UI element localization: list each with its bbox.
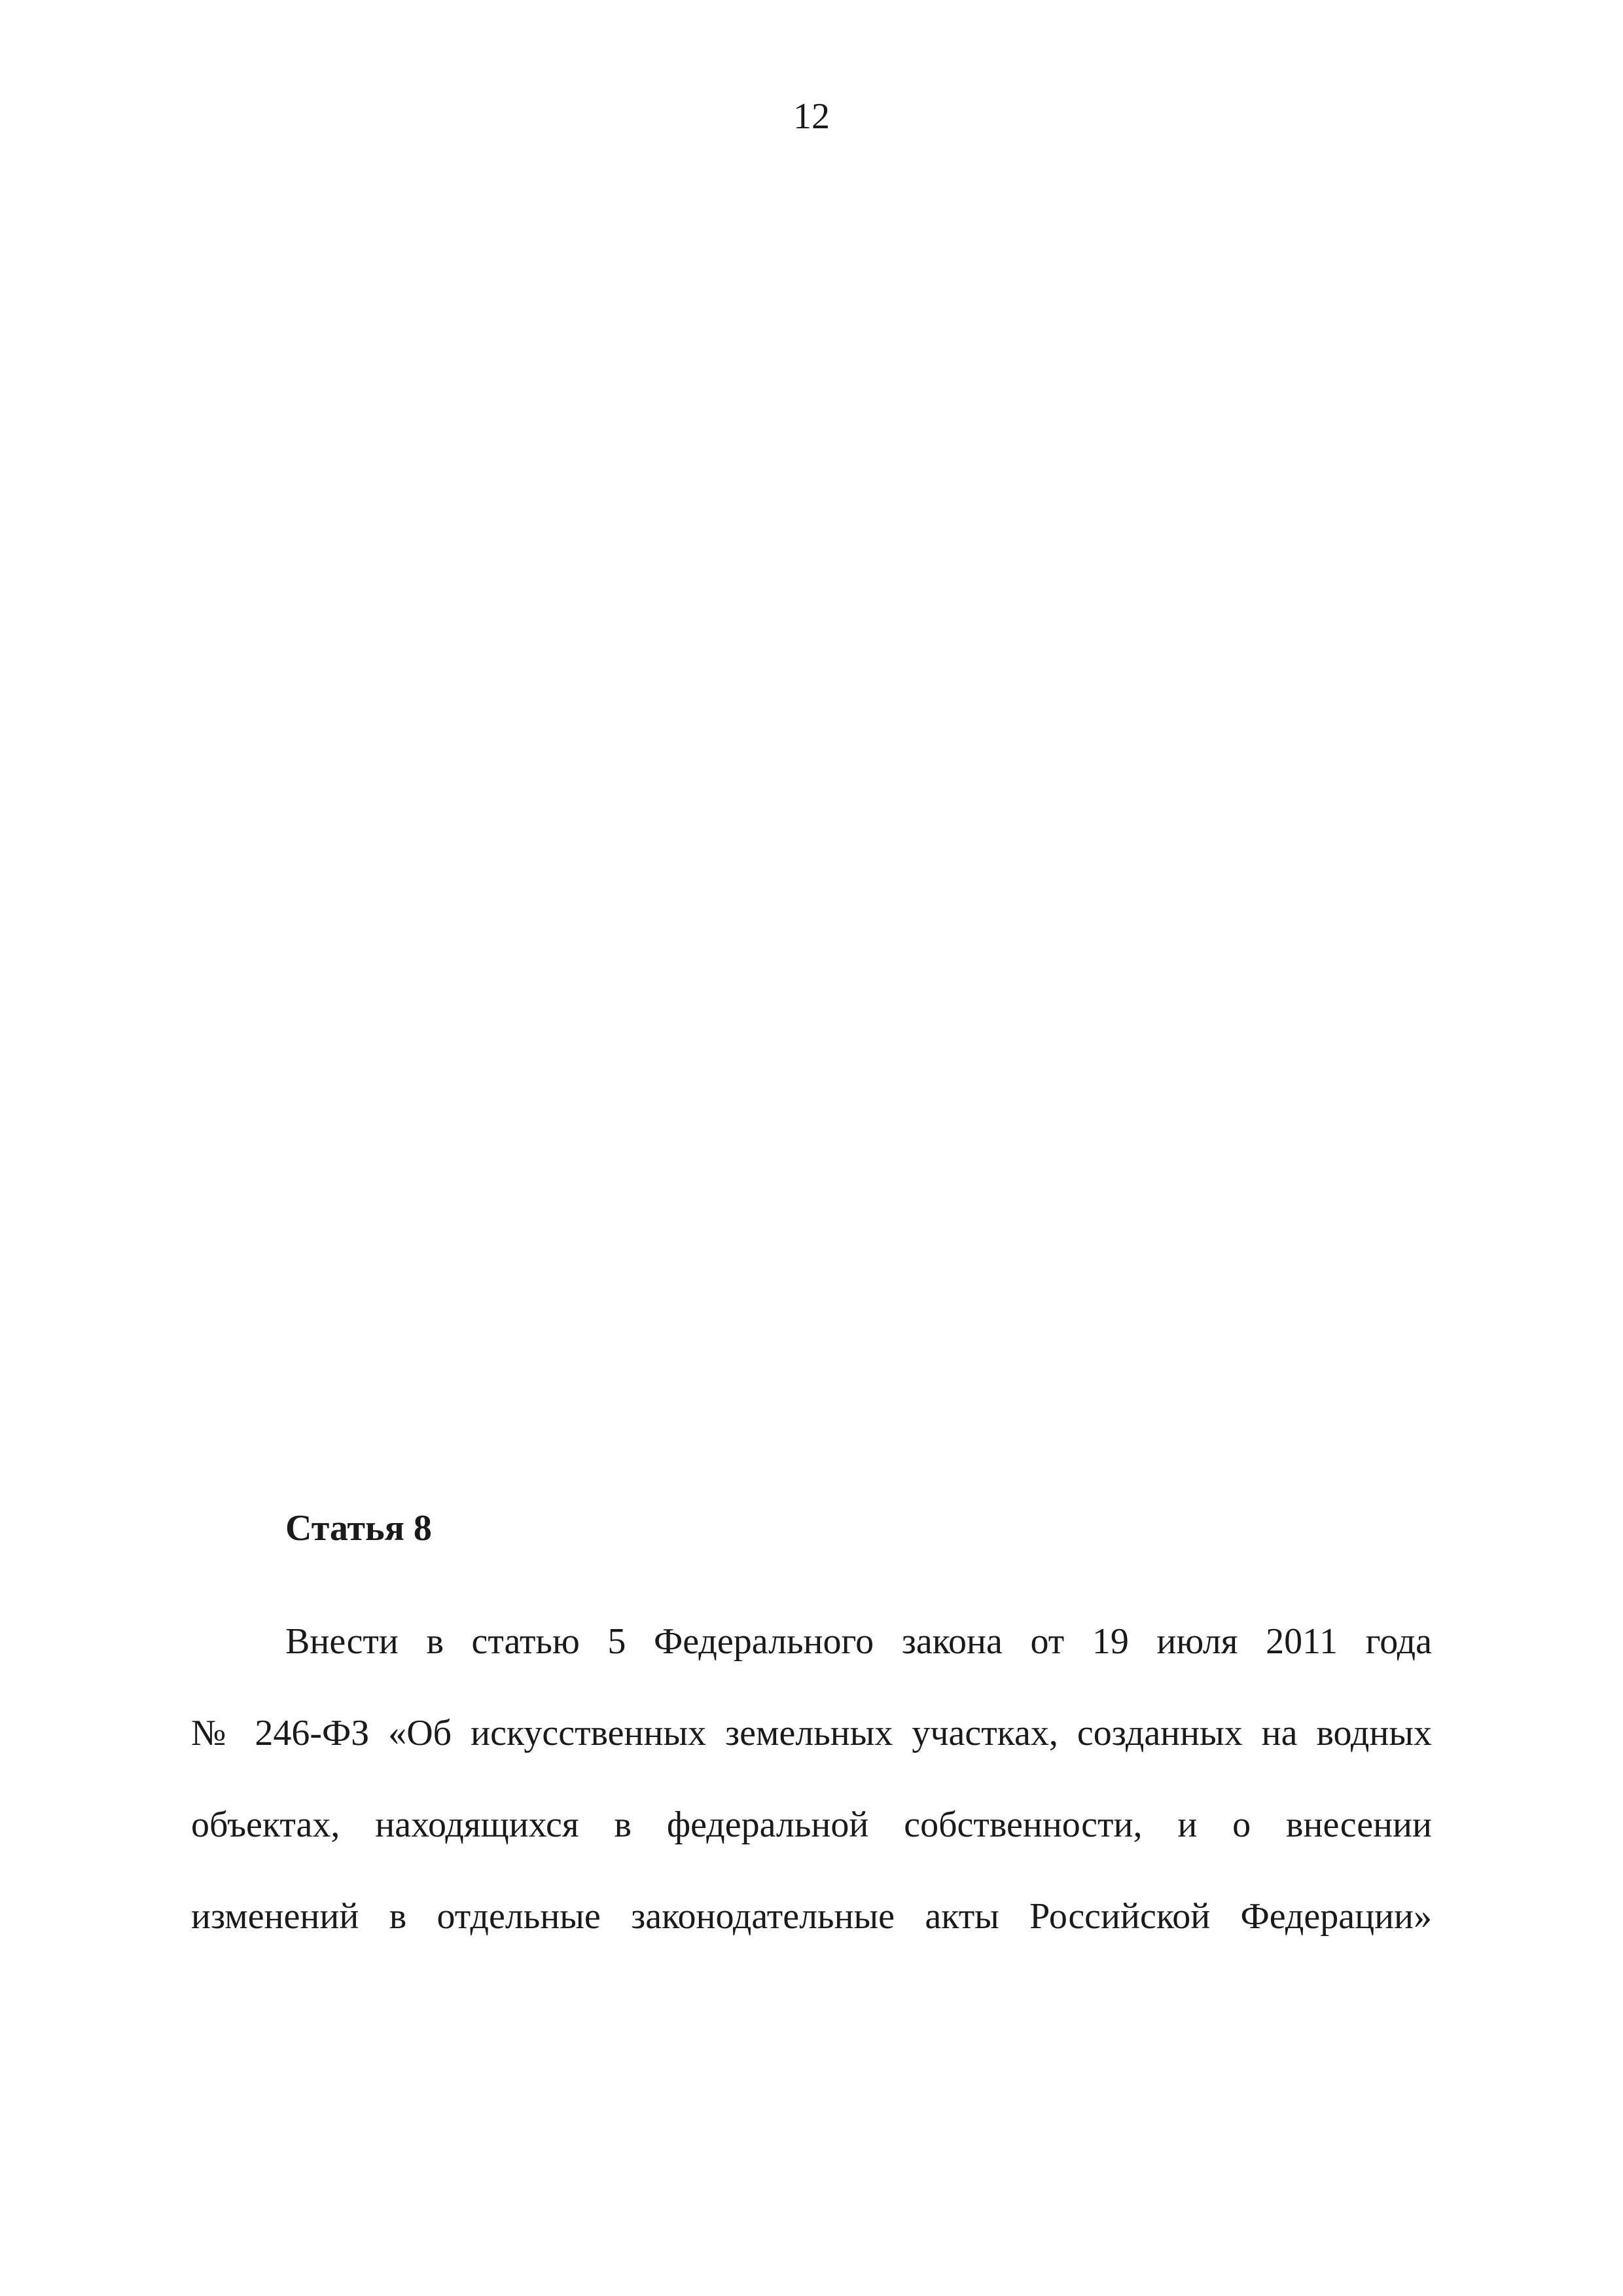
body-line-4: изменений в отдельные законодательные акты Российской Федерации»	[191, 1896, 1432, 1937]
article-body	[191, 1596, 1432, 1962]
article-heading: Статья 8	[285, 1508, 432, 1549]
body-line-1: Внести в статью 5 Федерального закона от 19 июля 2011 года	[285, 1621, 1432, 1662]
body-line-2: № 246-ФЗ «Об искусственных земельных участках, созданных на водных	[191, 1713, 1432, 1753]
page-number: 12	[793, 96, 830, 137]
body-line-3: объектах, находящихся в федеральной собственности, и о внесении	[191, 1804, 1432, 1845]
